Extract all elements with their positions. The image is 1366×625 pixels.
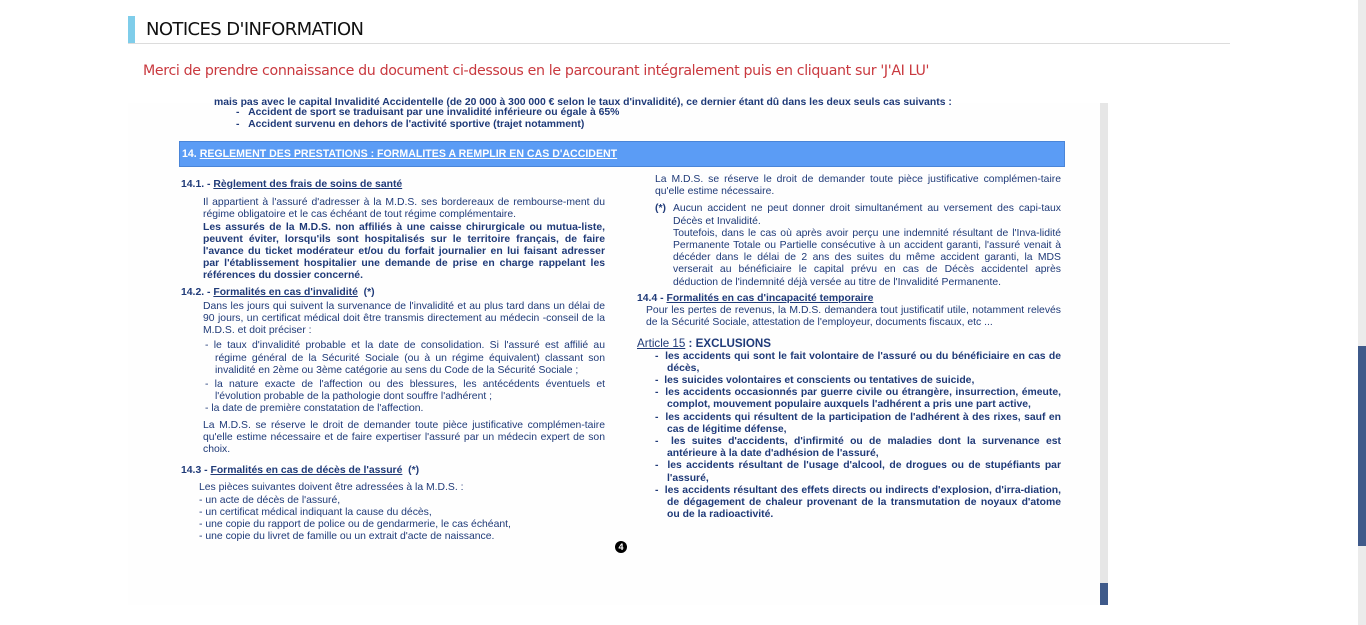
note-label: (*) bbox=[655, 203, 666, 215]
section-14-header: 14. REGLEMENT DES PRESTATIONS : FORMALITES A REMPLIR EN CAS D'ACCIDENT bbox=[179, 141, 1065, 167]
page-title-bar bbox=[128, 15, 1230, 44]
s14-3-item: - une copie du rapport de police ou de gendarmerie, le cas échéant, bbox=[199, 519, 511, 531]
intro-bullet: - Accident de sport se traduisant par une invalidité inférieure ou égale à 65% bbox=[236, 107, 620, 118]
exclusion-item: - les accidents qui sont le fait volontaire de l'assuré ou du bénéficiaire en cas de décès, bbox=[655, 350, 1062, 374]
exclusion-item: - les accidents occasionnés par guerre civile ou étrangère, insurrection, émeute, complot, mouvement populaire auxquels l'adhérent a pris une part active, bbox=[655, 387, 1062, 411]
s14-2-para2: La M.D.S. se réserve le droit de demander toute pièce justificative complémen-taire qu'elle estime nécessaire et de faire expertiser l'assuré par un médecin expert de son choix. bbox=[203, 419, 605, 456]
exclusion-item: - les suites d'accidents, d'infirmité ou de maladies dont la survenance est antérieure à la date d'adhésion de l'assuré, bbox=[655, 436, 1062, 460]
intro-bullet: - Accident survenu en dehors de l'activité sportive (trajet notamment) bbox=[236, 119, 585, 130]
truncated-line: mais pas avec le capital Invalidité Accidentelle (de 20 000 à 300 000 € selon le taux d'invalidité), ce dernier étant dû dans les deux seuls cas suivants : bbox=[214, 97, 952, 108]
s14-2-para1: Dans les jours qui suivent la survenance de l'invalidité et au plus tard dans un délai de 90 jours, un certificat médical doit être transmis directement au médecin -conseil de la M.D.S. et doit préciser : bbox=[203, 300, 605, 337]
s14-3-para1: Les pièces suivantes doivent être adressées à la M.D.S. : bbox=[199, 482, 464, 494]
exclusion-item: - les suicides volontaires et conscients ou tentatives de suicide, bbox=[655, 375, 975, 387]
s14-2-item: - la date de première constatation de l'affection. bbox=[205, 403, 424, 415]
s14-3-item: - un acte de décès de l'assuré, bbox=[199, 494, 341, 506]
s14-3-item: - une copie du livret de famille ou un extrait d'acte de naissance. bbox=[199, 531, 495, 543]
title-accent-bar bbox=[128, 16, 135, 43]
document-page bbox=[128, 97, 1110, 605]
exclusions-list bbox=[637, 351, 1061, 522]
document-viewer[interactable] bbox=[128, 97, 1110, 605]
exclusion-item: - les accidents résultant de l'usage d'alcool, de drogues ou de stupéfiants par l'assuré, bbox=[655, 460, 1061, 484]
note-para2: Toutefois, dans le cas où après avoir perçu une indemnité résultant de l'Inva-lidité Permanente Totale ou Partielle consécutive à un accident garanti, l'assuré venait à décéder dans le délai de 2 ans des suites du même accident garanti, la MDS verserait au bénéficiaire le capital prévu en cas de Décès accidentel après déduction de l'indemnité déjà versée au titre de l'Invalidité Permanente. bbox=[673, 227, 1061, 288]
page-scrollbar[interactable] bbox=[1358, 0, 1366, 625]
s14-2-item: - la nature exacte de l'affection ou des blessures, les antécédents éventuels et l'évolution probable de la pathologie dont souffre l'adhérent ; bbox=[205, 379, 605, 403]
s14-2-heading: 14.2. - Formalités en cas d'invalidité (*) bbox=[181, 286, 375, 298]
s14-3-heading: 14.3 - Formalités en cas de décès de l'assuré (*) bbox=[181, 465, 420, 477]
s14-1-para2: Les assurés de la M.D.S. non affiliés à une caisse chirurgicale ou mutua-liste, peuvent éviter, lorsqu'ils sont hospitalisés sur le territoire français, de faire l'avance du ticket modérateur et/ou du forfait journalier en lui faisant adresser par l'établissement hospitalier une demande de prise en charge rappelant les références du dossier concerné. bbox=[203, 221, 605, 282]
exclusion-item: - les accidents qui résultent de la participation de l'adhérent à des rixes, sauf en cas de légitime défense, bbox=[655, 411, 1062, 435]
right-para1: La M.D.S. se réserve le droit de demander toute pièce justificative complémen-taire qu'elle estime nécessaire. bbox=[655, 174, 1061, 198]
left-column bbox=[181, 179, 605, 543]
note-para1: Aucun accident ne peut donner droit simultanément au versement des capi-taux Décès et Invalidité. bbox=[673, 203, 1061, 227]
reading-instruction: Merci de prendre connaissance du document ci-dessous en le parcourant intégralement puis en cliquant sur 'J'AI LU' bbox=[143, 63, 930, 79]
right-column bbox=[637, 174, 1061, 521]
page-scrollbar-thumb[interactable] bbox=[1358, 346, 1366, 546]
s14-3-item: - un certificat médical indiquant la cause du décès, bbox=[199, 506, 432, 518]
s14-1-heading: 14.1. - Règlement des frais de soins de santé bbox=[181, 179, 403, 190]
document-scrollbar[interactable] bbox=[1100, 103, 1108, 605]
page-number-marker: 4 bbox=[615, 541, 627, 553]
s14-1-para1: Il appartient à l'assuré d'adresser à la M.D.S. ses bordereaux de rembourse-ment du régime obligatoire et le cas échéant de tout régime complémentaire. bbox=[203, 197, 605, 221]
document-scrollbar-thumb[interactable] bbox=[1100, 583, 1108, 605]
article-15-heading: Article 15 : EXCLUSIONS bbox=[637, 337, 772, 351]
page-title: NOTICES D'INFORMATION bbox=[146, 19, 364, 40]
s14-4-heading: 14.4 - Formalités en cas d'incapacité temporaire bbox=[637, 292, 874, 304]
s14-4-para1: Pour les pertes de revenus, la M.D.S. demandera tout justificatif utile, notamment relevés de la Sécurité Sociale, attestation de l'employeur, documents fiscaux, etc ... bbox=[646, 305, 1061, 329]
exclusion-item: - les accidents résultant des effets directs ou indirects d'explosion, d'irra-diation, de dégagement de chaleur provenant de la transmutation de noyaux d'atome ou de la radioactivité. bbox=[655, 484, 1061, 521]
s14-2-item: - le taux d'invalidité probable et la date de consolidation. Si l'assuré est affilié au régime général de la Sécurité Sociale (ou à un régime équivalent) classant son invalidité en 2ème ou 3ème catégorie au sens du Code de la Sécurité Sociale ; bbox=[205, 340, 605, 376]
